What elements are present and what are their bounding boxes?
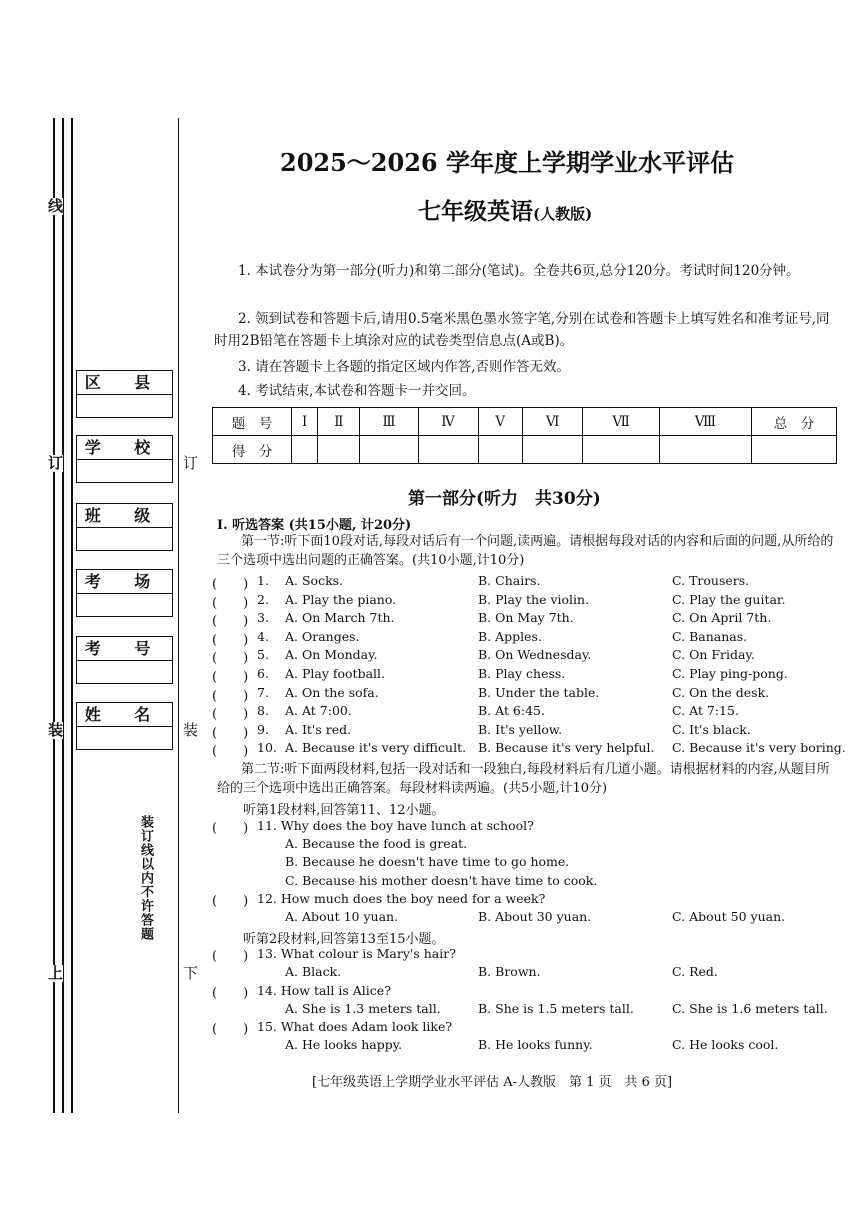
question-number: 5. [257, 647, 269, 663]
option-a: A. On March 7th. [285, 610, 395, 626]
option-b: B. Play chess. [478, 666, 566, 681]
binding-char: 装 [48, 721, 64, 739]
q15-option-b: B. He looks funny. [478, 1037, 593, 1052]
exam-subtitle [418, 193, 592, 226]
material1-label: 听第1段材料,回答第11、12小题。 [243, 803, 445, 818]
score-cell[interactable] [292, 436, 318, 464]
instruction-1: 1. 本试卷分为第一部分(听力)和第二部分(笔试)。全卷共6页,总分120分。考试时间120分钟。 [238, 263, 800, 279]
option-c: C. At 7:15. [672, 703, 739, 719]
binding-char: 订 [183, 454, 199, 472]
score-table-col: Ⅷ [659, 408, 751, 436]
material2-label: 听第2段材料,回答第13至15小题。 [243, 932, 445, 947]
q15-stem: 15. What does Adam look like? [257, 1019, 453, 1034]
score-cell[interactable] [318, 436, 360, 464]
info-label-class: 班 级 [76, 503, 173, 528]
binding-line-inner [178, 118, 179, 1113]
section1-title: Ⅰ. 听选答案 (共15小题, 计20分) [217, 518, 412, 533]
info-label-room: 考 场 [76, 569, 173, 594]
question-number: 3. [257, 610, 269, 626]
score-table-col: Ⅲ [360, 408, 418, 436]
question-number: 9. [257, 721, 269, 737]
answer-paren[interactable]: ( ) [212, 894, 249, 909]
q14-option-b: B. She is 1.5 meters tall. [478, 1001, 634, 1016]
option-b: B. Play the violin. [478, 591, 590, 607]
score-cell[interactable] [752, 436, 837, 464]
info-label-district: 区 县 [76, 370, 173, 395]
score-table-col: Ⅴ [478, 408, 523, 436]
score-table [212, 407, 837, 464]
instruction-4: 4. 考试结束,本试卷和答题卡一并交回。 [238, 383, 476, 399]
binding-char: 线 [48, 197, 64, 215]
binding-char: 上 [48, 964, 64, 982]
q12-option-c: C. About 50 yuan. [672, 909, 786, 924]
option-c: C. On the desk. [672, 684, 770, 700]
option-c: C. Bananas. [672, 628, 748, 644]
answer-paren[interactable]: ( ) [212, 821, 249, 836]
option-b: B. Under the table. [478, 684, 600, 700]
option-a: A. It's red. [285, 721, 352, 737]
page-footer: [七年级英语上学期学业水平评估 A-人教版 第 1 页 共 6 页] [312, 1075, 673, 1090]
q15-option-c: C. He looks cool. [672, 1037, 779, 1052]
part1-title: 第一部分(听力 共30分) [408, 489, 601, 509]
q13-option-b: B. Brown. [478, 964, 541, 979]
option-b: B. On Wednesday. [478, 647, 592, 663]
option-b: B. Because it's very helpful. [478, 740, 655, 756]
q14-option-c: C. She is 1.6 meters tall. [672, 1001, 828, 1016]
option-b: B. At 6:45. [478, 703, 545, 719]
q11-option-c: C. Because his mother doesn't have time to cook. [285, 873, 598, 888]
score-table-col: Ⅵ [523, 408, 583, 436]
option-c: C. Because it's very boring. [672, 740, 846, 756]
info-input-school[interactable] [76, 460, 173, 483]
exam-title: 2025～2026 学年度上学期学业水平评估 [280, 148, 734, 177]
subject-title: 七年级英语 [418, 198, 533, 225]
answer-paren[interactable]: ( ) [212, 595, 249, 611]
score-table-col: Ⅳ [418, 408, 478, 436]
question-number: 7. [257, 684, 269, 700]
option-a: A. At 7:00. [285, 703, 352, 719]
q12-stem: 12. How much does the boy need for a week? [257, 891, 546, 906]
answer-paren[interactable]: ( ) [212, 577, 249, 592]
score-table-label: 得 分 [213, 436, 292, 464]
question-number: 2. [257, 591, 269, 607]
binding-char: 下 [183, 964, 199, 982]
answer-paren[interactable]: ( ) [212, 725, 249, 741]
score-table-header-row [213, 408, 837, 436]
info-label-number: 考 号 [76, 636, 173, 661]
score-table-col: Ⅰ [292, 408, 318, 436]
info-input-room[interactable] [76, 594, 173, 617]
q11-option-b: B. Because he doesn't have time to go home. [285, 854, 570, 869]
score-cell[interactable] [659, 436, 751, 464]
question-number: 8. [257, 703, 269, 719]
binding-notice: 装订线以内不许答题 [138, 814, 153, 941]
answer-paren[interactable]: ( ) [212, 744, 249, 760]
q13-option-a: A. Black. [285, 964, 342, 979]
answer-paren[interactable]: ( ) [212, 614, 249, 630]
answer-paren[interactable]: ( ) [212, 670, 249, 685]
option-b: B. Apples. [478, 628, 542, 644]
score-table-col: Ⅶ [583, 408, 659, 436]
q12-option-b: B. About 30 yuan. [478, 909, 592, 924]
answer-paren[interactable]: ( ) [212, 707, 249, 723]
answer-paren[interactable]: ( ) [212, 1022, 249, 1037]
score-cell[interactable] [478, 436, 523, 464]
option-a: A. Play football. [285, 666, 385, 681]
option-a: A. Play the piano. [285, 591, 397, 607]
q15-option-a: A. He looks happy. [285, 1037, 403, 1052]
q14-option-a: A. She is 1.3 meters tall. [285, 1001, 441, 1016]
option-c: C. Play ping-pong. [672, 666, 788, 681]
binding-char: 订 [48, 454, 64, 472]
answer-paren[interactable]: ( ) [212, 949, 249, 964]
option-b: B. Chairs. [478, 573, 541, 588]
question-number: 10. [257, 740, 277, 756]
answer-paren[interactable]: ( ) [212, 986, 249, 1001]
option-b: B. On May 7th. [478, 610, 574, 626]
score-cell[interactable] [583, 436, 659, 464]
score-cell[interactable] [418, 436, 478, 464]
score-cell[interactable] [523, 436, 583, 464]
score-table-col: Ⅱ [318, 408, 360, 436]
subsection1-instruction: 第一节:听下面10段对话,每段对话后有一个问题,读两遍。请根据每段对话的内容和后面的问题,从所给的三个选项中选出问题的正确答案。(共10小题,计10分) [217, 534, 834, 568]
q14-stem: 14. How tall is Alice? [257, 983, 391, 998]
instruction-2: 2. 领到试卷和答题卡后,请用0.5毫米黑色墨水签字笔,分别在试卷和答题卡上填写姓名和准考证号,同时用2B铅笔在答题卡上填涂对应的试卷类型信息点(A或B)。 [214, 311, 830, 349]
info-label-school: 学 校 [76, 435, 173, 460]
option-c: C. It's black. [672, 721, 751, 737]
option-c: C. Trousers. [672, 573, 750, 588]
option-a: A. Oranges. [285, 628, 360, 644]
question-number: 4. [257, 628, 269, 644]
score-table-score-row [213, 436, 837, 464]
option-a: A. On the sofa. [285, 684, 379, 700]
score-table-label: 题 号 [213, 408, 292, 436]
answer-paren[interactable]: ( ) [212, 632, 249, 648]
option-c: C. On April 7th. [672, 610, 772, 626]
option-a: A. Socks. [285, 573, 344, 588]
score-cell[interactable] [360, 436, 418, 464]
info-input-number[interactable] [76, 661, 173, 684]
info-label-name: 姓 名 [76, 702, 173, 727]
answer-paren[interactable]: ( ) [212, 651, 249, 667]
instruction-3: 3. 请在答题卡上各题的指定区域内作答,否则作答无效。 [238, 359, 570, 375]
option-a: A. On Monday. [285, 647, 378, 663]
score-table-col-total: 总 分 [752, 408, 837, 436]
info-input-name[interactable] [76, 727, 173, 750]
option-b: B. It's yellow. [478, 721, 563, 737]
question-number: 1. [257, 573, 269, 588]
q13-option-c: C. Red. [672, 964, 718, 979]
answer-paren[interactable]: ( ) [212, 688, 249, 704]
subsection2-instruction: 第二节:听下面两段材料,包括一段对话和一段独白,每段材料后有几道小题。请根据材料的内容,从题目所给的三个选项中选出正确答案。每段材料读两遍。(共5小题,计10分) [217, 762, 830, 796]
binding-line [71, 118, 73, 1113]
binding-char: 装 [183, 721, 199, 739]
q11-option-a: A. Because the food is great. [285, 836, 468, 851]
option-a: A. Because it's very difficult. [285, 740, 467, 756]
question-number: 6. [257, 666, 269, 681]
edition-label: (人教版) [533, 205, 593, 223]
option-c: C. On Friday. [672, 647, 755, 663]
q11-stem: 11. Why does the boy have lunch at school? [257, 818, 534, 833]
info-input-district[interactable] [76, 395, 173, 418]
info-input-class[interactable] [76, 528, 173, 551]
q13-stem: 13. What colour is Mary's hair? [257, 946, 456, 961]
option-c: C. Play the guitar. [672, 591, 786, 607]
q12-option-a: A. About 10 yuan. [285, 909, 399, 924]
